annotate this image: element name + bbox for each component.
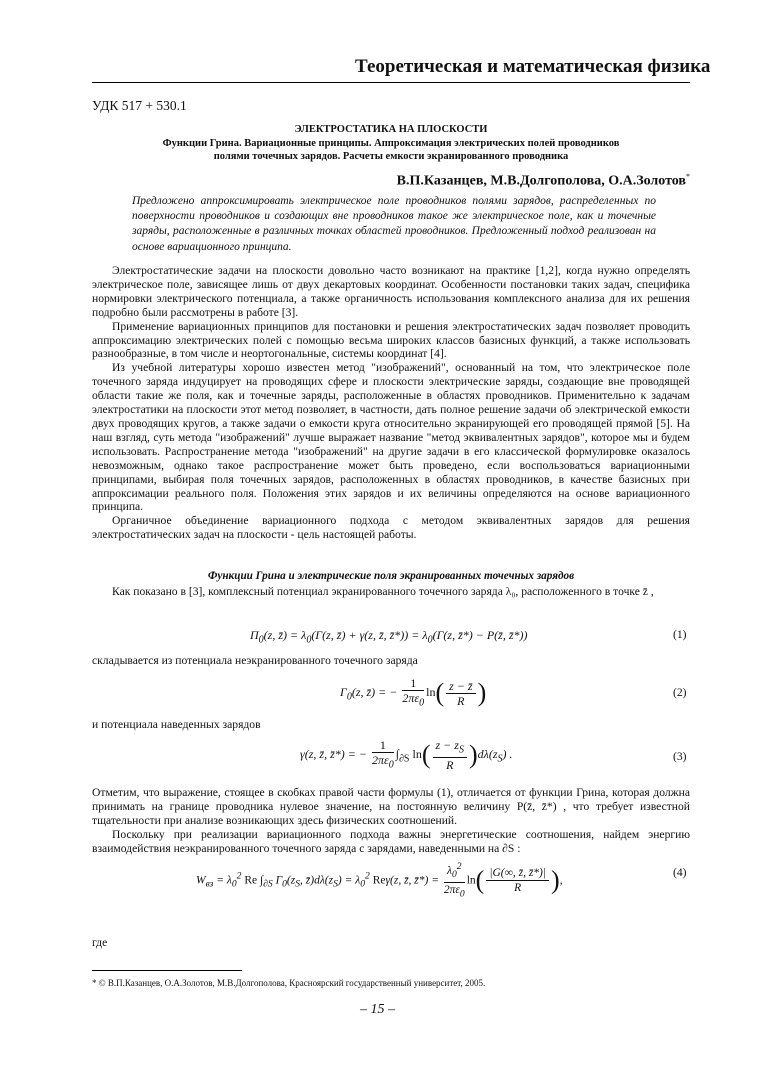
text-after-eq1: складывается из потенциала неэкранированного точечного заряда (92, 654, 418, 667)
introduction (92, 264, 690, 542)
journal-section-header: Теоретическая и математическая физика (355, 56, 711, 77)
authors-names: В.П.Казанцев, М.В.Долгополова, О.А.Золотов (396, 173, 686, 189)
authors-footnote-mark: * (686, 172, 690, 181)
subtitle-line-2: полями точечных зарядов. Расчеты емкости экранированного проводника (213, 151, 569, 162)
text-after-eq3 (92, 786, 690, 856)
paragraph: Электростатические задачи на плоскости довольно часто возникают на практике [1,2], когда нужно определять электрическое поле, зависящее лишь от двух декартовых координат. Особенности постановки таких задач, специфика нормировки электрического потенциала, а также органичность использования комплексного анализа для их решения подробно были рассмотрены в работе [3]. (92, 264, 690, 319)
paragraph: Поскольку при реализации вариационного подхода важны энергетические соотношения, найдем энергию взаимодействия неэкранированного точечного заряда с зарядами, наведенными на ∂S : (92, 827, 690, 855)
udk-code: УДК 517 + 530.1 (92, 98, 187, 113)
equation-1: $\Pi_0(z$, z̄) = $\lambda_0(\Gamma(z$, z̄) + γ(z, z̄, z̄*)) = $\lambda_0(\Gamma(z$, z̄*) − P(z̄, z̄*)) (250, 628, 528, 646)
text-after-eq2: и потенциала наведенных зарядов (92, 718, 261, 731)
equation-1-number: (1) (673, 628, 687, 641)
paragraph: Из учебной литературы хорошо известен метод "изображений", основанный на том, что электрическое поле точечного заряда индуцирует на проводящих сфере и плоскости электрические заряды, создающие вне проводящей области такие же поля, как и точечные заряды, расположенные в областях проводников. Применительно к задачам электростатики на плоскости этот метод позволяет, в частности, дать полное решение задачи об электрической емкости двух проводящих кругов, а также задачи о емкости круга относительно экранирующей его проводящей прямой [5]. На наш взгляд, суть метода "изображений" лучше выражает название "метод эквивалентных зарядов", которое мы и будем использовать. Распространение метода "изображений" на другие задачи в его классической формулировке оказалось невозможным, однако такое распространение может быть проведено, если воспользоваться вариационными принципами, выбирая поля точечных зарядов, расположенных в областях проводников, в качестве базисных при аппроксимации реального поля. Положения этих зарядов и их величины определяются на основе вариационного принципа. (92, 361, 690, 514)
footnote-rule (92, 970, 242, 971)
article-subtitle (92, 137, 690, 163)
subtitle-line-1: Функции Грина. Вариационные принципы. Аппроксимация электрических полей проводников (162, 138, 620, 149)
equation-3-number: (3) (673, 750, 687, 763)
paragraph: Применение вариационных принципов для постановки и решения электростатических задач позволяет проводить аппроксимацию электрических полей с помощью весьма широких классов базисных функций, а также использовать разнообразные, в том числе и неортогональные, системы координат [4]. (92, 319, 690, 361)
equation-3: γ(z, z̄, z̄*) = − $\frac{1}{2\pi\varepsilon_0}$ $\int_{\partial S}$ ln( $\frac{z - z_S}{R}$ )$d\lambda(z_S)$ . (300, 738, 513, 773)
page-number: – 15 – (360, 1002, 395, 1017)
equation-4-number: (4) (673, 866, 687, 879)
paragraph: Как показано в [3], комплексный потенциал экранированного точечного заряда λ₀, расположенного в точке z̄ , (112, 585, 654, 598)
equation-2-number: (2) (673, 686, 687, 699)
abstract: Предложено аппроксимировать электрическое поле проводников полями зарядов, распределенных по поверхности проводников и создающих вне проводников такое же электрическое поле, как и точечные заряды, расположенные в различных точках областей проводников. Предложенный подход реализован на основе вариационного принципа. (132, 195, 656, 253)
paragraph: Отметим, что выражение, стоящее в скобках правой части формулы (1), отличается от функции Грина, которая должна принимать на границе проводника нулевое значение, на постоянную величину P(z̄, z̄*) , что требует известной тщательности при анализе возникающих здесь физических соотношений. (92, 786, 690, 827)
section-title: Функции Грина и электрические поля экранированных точечных зарядов (207, 570, 575, 582)
intro-text (92, 585, 690, 599)
equation-4: $W_{вз} = \lambda_0^2$ Re $\int_{\partial S}$ $\Gamma_0(z_S$, $z̄)d\lambda(z_S) = \lambda_0^2$ Reγ(z, z̄, z̄*) = $\frac{\lambda_0^2}{2\pi\varepsilon_0}$ ln( $\frac{|G(\infty, z̄, z̄*)|}{R}$ ), (196, 861, 563, 900)
authors (397, 172, 690, 190)
article-title: ЭЛЕКТРОСТАТИКА НА ПЛОСКОСТИ (294, 124, 488, 135)
paragraph: Органичное объединение вариационного подхода с методом эквивалентных зарядов для решения электростатических задач на плоскости - цель настоящей работы. (92, 514, 690, 542)
where-word: где (92, 936, 108, 949)
footnote: * © В.П.Казанцев, О.А.Золотов, М.В.Долгополова, Красноярский государственный университет, 2005. (92, 978, 486, 988)
equation-2: $\Gamma_0(z$, z̄) = − $\frac{1}{2\pi\varepsilon_0}$ ln( $\frac{z - z̄}{R}$ ) (340, 676, 487, 709)
header-rule (92, 82, 690, 83)
